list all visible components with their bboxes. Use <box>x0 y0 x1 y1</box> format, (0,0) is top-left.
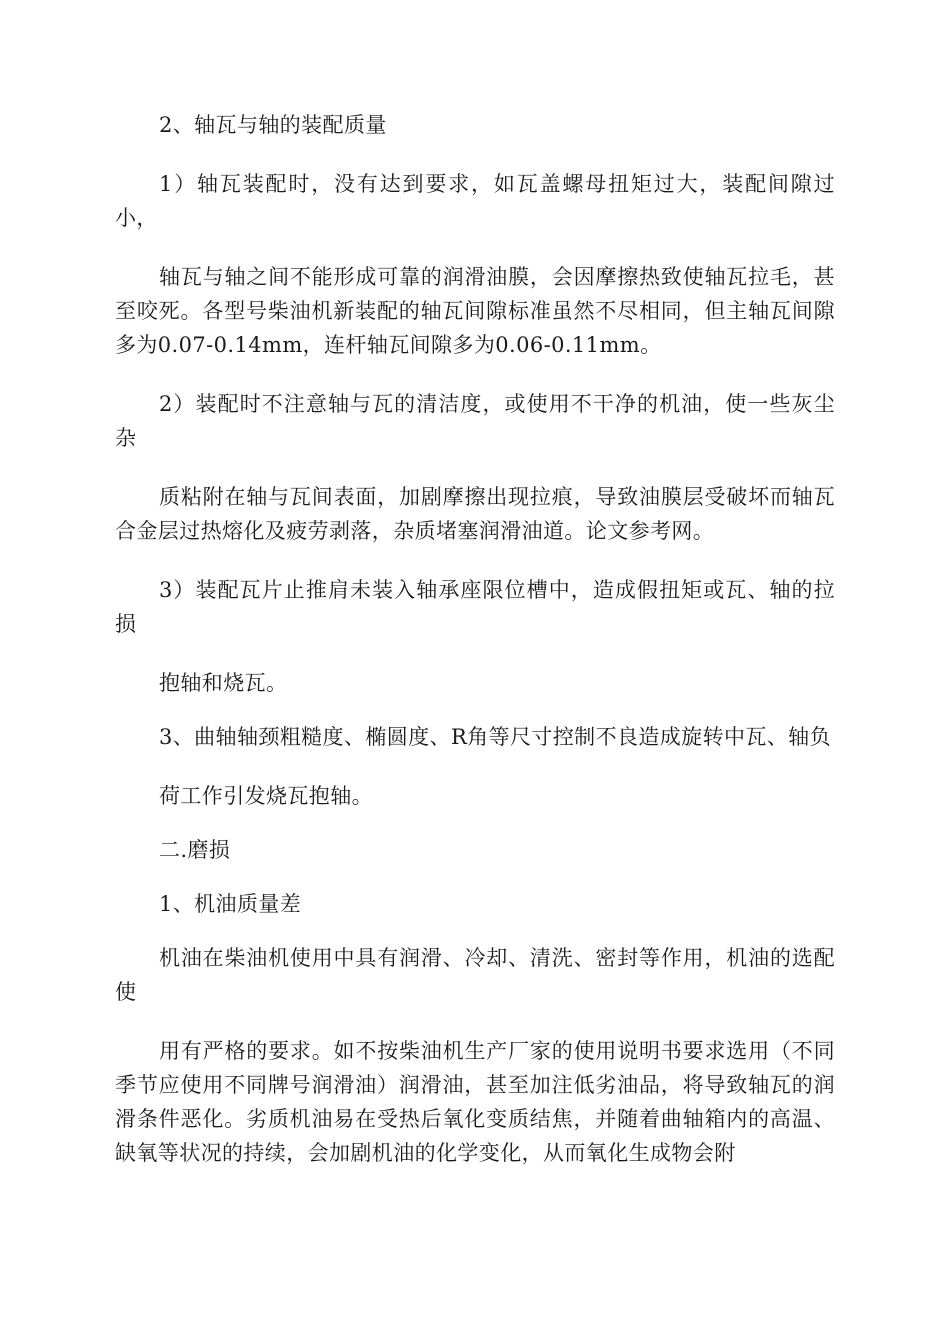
paragraph: 2）装配时不注意轴与瓦的清洁度，或使用不干净的机油，使一些灰尘杂 <box>115 392 835 450</box>
document-body <box>115 108 835 1195</box>
paragraph: 质粘附在轴与瓦间表面，加剧摩擦出现拉痕，导致油膜层受破坏而轴瓦合金层过热熔化及疲劳剥落，杂质堵塞润滑油道。论文参考网。 <box>115 485 835 543</box>
section-heading-bearing-assembly: 2、轴瓦与轴的装配质量 <box>159 113 387 137</box>
paragraph: 1）轴瓦装配时，没有达到要求，如瓦盖螺母扭矩过大，装配间隙过小， <box>115 172 835 230</box>
subsection-heading-oil-quality: 1、机油质量差 <box>159 892 302 916</box>
section-heading-wear: 二.磨损 <box>159 838 231 862</box>
paragraph: 轴瓦与轴之间不能形成可靠的润滑油膜，会因摩擦热致使轴瓦拉毛，甚至咬死。各型号柴油机新装配的轴瓦间隙标准虽然不尽相同，但主轴瓦间隙多为0.07-0.14mm，连杆轴瓦间隙多为0.06-0.11mm。 <box>115 265 835 357</box>
paragraph: 3、曲轴轴颈粗糙度、椭圆度、R角等尺寸控制不良造成旋转中瓦、轴负 <box>159 725 831 749</box>
paragraph: 抱轴和烧瓦。 <box>159 671 288 695</box>
paragraph: 荷工作引发烧瓦抱轴。 <box>159 784 373 808</box>
paragraph: 3）装配瓦片止推肩未装入轴承座限位槽中，造成假扭矩或瓦、轴的拉损 <box>115 578 835 636</box>
paragraph: 用有严格的要求。如不按柴油机生产厂家的使用说明书要求选用（不同季节应使用不同牌号润滑油）润滑油，甚至加注低劣油品，将导致轴瓦的润滑条件恶化。劣质机油易在受热后氧化变质结焦，并随着曲轴箱内的高温、缺氧等状况的持续，会加剧机油的化学变化，从而氧化生成物会附 <box>115 1039 835 1165</box>
paragraph: 机油在柴油机使用中具有润滑、冷却、清洗、密封等作用，机油的选配使 <box>115 946 835 1004</box>
